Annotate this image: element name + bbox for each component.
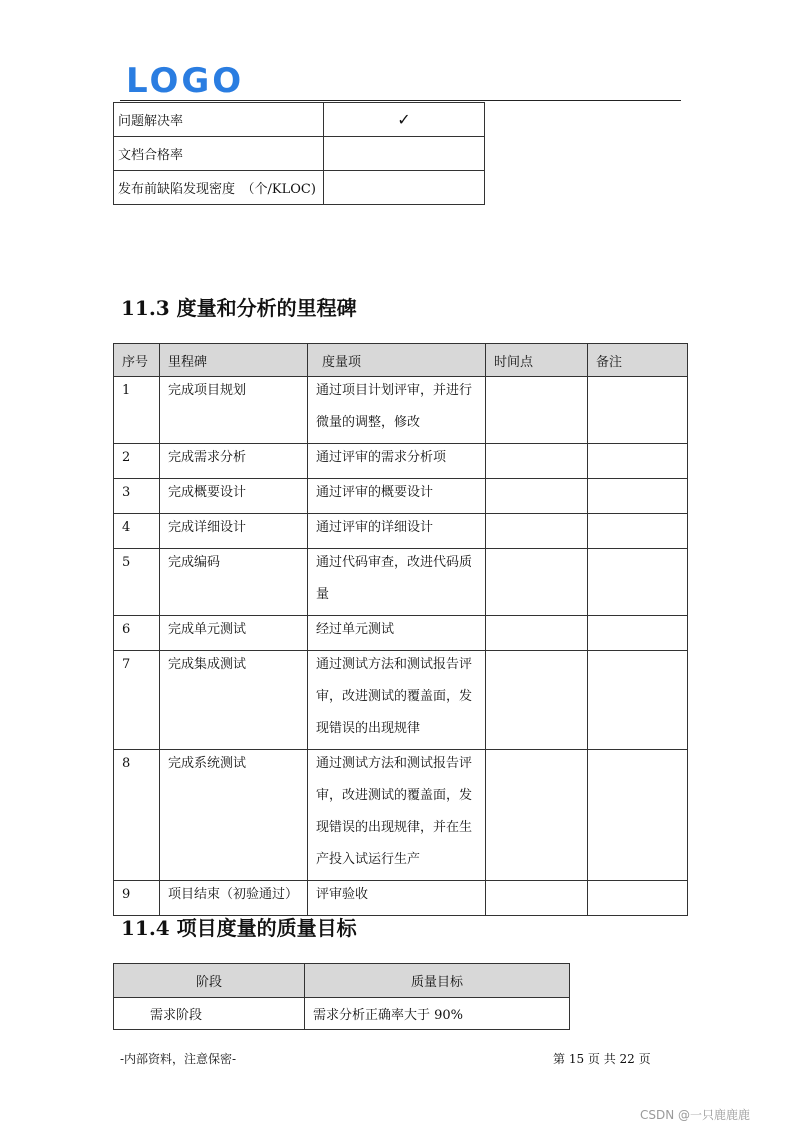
row-no: 7 [114,651,160,750]
row-measure: 通过项目计划评审，并进行微量的调整，修改 [308,377,486,444]
table-header-row [114,964,570,998]
row-time [486,549,588,616]
metric-label: 问题解决率 [114,103,324,137]
row-no: 4 [114,514,160,549]
row-no: 5 [114,549,160,616]
section-heading-11-3: 11.3 度量和分析的里程碑 [121,296,357,320]
row-time [486,616,588,651]
row-time [486,514,588,549]
header-divider [120,100,681,101]
metric-value [324,171,485,205]
row-measure: 通过评审的详细设计 [308,514,486,549]
row-no: 1 [114,377,160,444]
section-heading-11-4: 11.4 项目度量的质量目标 [121,916,357,940]
row-measure: 通过评审的概要设计 [308,479,486,514]
row-milestone: 完成编码 [160,549,308,616]
row-remark [588,616,688,651]
table-row [114,616,688,651]
header-milestone: 里程碑 [160,344,308,377]
table-row [114,137,485,171]
table-header-row [114,344,688,377]
row-time [486,479,588,514]
table-row [114,750,688,881]
row-measure: 通过测试方法和测试报告评审，改进测试的覆盖面，发现错误的出现规律，并在生产投入试运行生产 [308,750,486,881]
row-stage: 需求阶段 [114,998,305,1030]
row-time [486,651,588,750]
row-measure: 通过评审的需求分析项 [308,444,486,479]
row-measure: 通过代码审查，改进代码质量 [308,549,486,616]
row-milestone: 完成集成测试 [160,651,308,750]
row-remark [588,549,688,616]
row-no: 9 [114,881,160,916]
row-milestone: 项目结束（初验通过） [160,881,308,916]
table-row [114,549,688,616]
row-time [486,881,588,916]
row-remark [588,479,688,514]
row-milestone: 完成项目规划 [160,377,308,444]
metrics-table-continued [113,102,485,205]
header-time: 时间点 [486,344,588,377]
row-time [486,444,588,479]
row-remark [588,881,688,916]
quality-target-table [113,963,570,1030]
row-remark [588,444,688,479]
table-row [114,514,688,549]
table-row [114,377,688,444]
row-measure: 通过测试方法和测试报告评审，改进测试的覆盖面，发现错误的出现规律 [308,651,486,750]
row-milestone: 完成概要设计 [160,479,308,514]
row-milestone: 完成单元测试 [160,616,308,651]
check-mark: ✓ [324,103,485,137]
row-no: 2 [114,444,160,479]
watermark: CSDN @一只鹿鹿鹿 [640,1108,751,1122]
table-row [114,881,688,916]
row-remark [588,514,688,549]
metric-label: 文档合格率 [114,137,324,171]
row-milestone: 完成需求分析 [160,444,308,479]
header-measure: 度量项 [308,344,486,377]
table-row [114,103,485,137]
row-time [486,377,588,444]
footer-confidential: -内部资料，注意保密- [120,1052,237,1066]
row-measure: 经过单元测试 [308,616,486,651]
row-no: 6 [114,616,160,651]
row-remark [588,377,688,444]
table-row [114,998,570,1030]
milestone-table [113,343,688,916]
table-row [114,171,485,205]
header-target: 质量目标 [305,964,570,998]
table-row [114,444,688,479]
row-remark [588,750,688,881]
row-remark [588,651,688,750]
row-target: 需求分析正确率大于 90% [305,998,570,1030]
row-milestone: 完成系统测试 [160,750,308,881]
header-stage: 阶段 [114,964,305,998]
logo: LOGO [126,61,245,101]
row-no: 3 [114,479,160,514]
table-row [114,479,688,514]
table-row [114,651,688,750]
row-no: 8 [114,750,160,881]
row-measure: 评审验收 [308,881,486,916]
metric-label: 发布前缺陷发现密度 （个/KLOC) [114,171,324,205]
row-time [486,750,588,881]
footer-page-number: 第 15 页 共 22 页 [553,1052,651,1066]
header-remark: 备注 [588,344,688,377]
header-no: 序号 [114,344,160,377]
metric-value [324,137,485,171]
row-milestone: 完成详细设计 [160,514,308,549]
